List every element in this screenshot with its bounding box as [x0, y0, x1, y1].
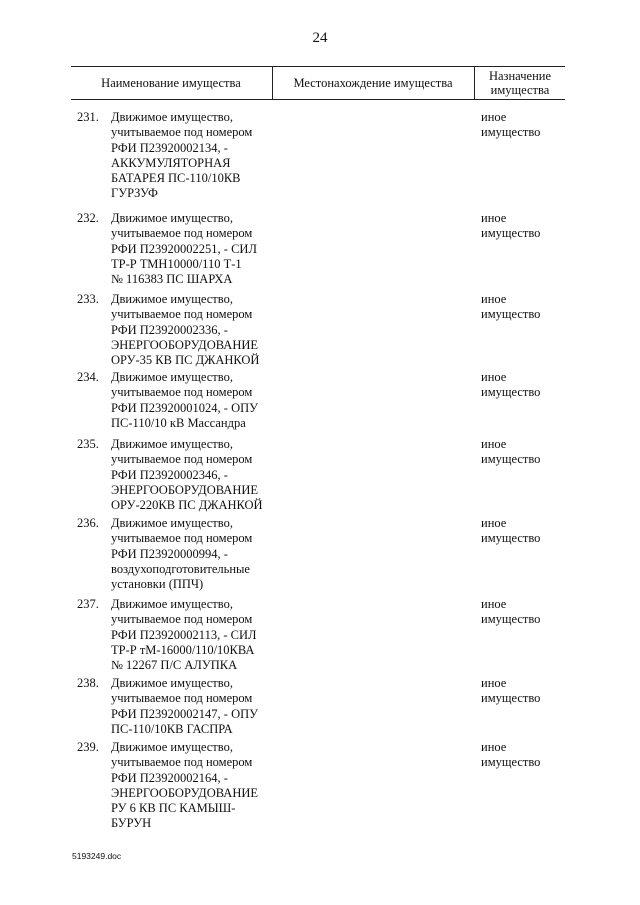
property-name-line: воздухоподготовительные	[111, 561, 250, 576]
property-name-line: ОРУ-220КВ ПС ДЖАНКОЙ	[111, 498, 263, 513]
header-bottom-rule	[71, 99, 565, 100]
table-row	[0, 110, 640, 211]
header-name-label: Наименование имущества	[101, 75, 241, 90]
table-body	[0, 110, 640, 836]
table-row	[0, 370, 640, 437]
property-name	[111, 597, 279, 673]
property-name-line: РФИ П23920000994, -	[111, 546, 228, 561]
property-purpose	[481, 676, 561, 707]
property-name-line: РФИ П23920002134, -	[111, 140, 228, 155]
row-number: 237.	[77, 597, 99, 611]
property-purpose	[481, 597, 561, 628]
property-name-line: ЭНЕРГООБОРУДОВАНИЕ	[111, 337, 259, 352]
property-name-line: учитываемое под номером	[111, 307, 253, 322]
property-name	[111, 110, 279, 202]
property-name-line: Движимое имущество,	[111, 437, 233, 451]
property-name-line: РФИ П23920002336, -	[111, 322, 228, 337]
property-name-line: ЭНЕРГООБОРУДОВАНИЕ	[111, 785, 259, 800]
header-location-label: Местонахождение имущества	[293, 75, 453, 90]
property-purpose-line: иное	[481, 110, 507, 124]
property-name-line: № 12267 П/С АЛУПКА	[111, 658, 238, 673]
property-purpose	[481, 437, 561, 468]
property-name-line: Движимое имущество,	[111, 516, 233, 530]
row-number: 233.	[77, 292, 99, 306]
property-name-line: учитываемое под номером	[111, 755, 253, 770]
property-purpose-line: имущество	[481, 307, 541, 322]
property-name-line: РФИ П23920001024, - ОПУ	[111, 400, 258, 415]
table-row	[0, 211, 640, 292]
row-number: 234.	[77, 370, 99, 384]
table-row	[0, 516, 640, 597]
property-name	[111, 370, 279, 431]
row-number: 238.	[77, 676, 99, 690]
property-name-line: учитываемое под номером	[111, 452, 253, 467]
property-name-line: ТР-Р тМ-16000/110/10КВА	[111, 642, 255, 657]
property-name-line: БАТАРЕЯ ПС-110/10КВ	[111, 171, 241, 186]
property-name-line: РУ 6 КВ ПС КАМЫШ-	[111, 801, 236, 816]
property-purpose-line: имущество	[481, 531, 541, 546]
property-name-line: учитываемое под номером	[111, 691, 253, 706]
property-purpose-line: имущество	[481, 691, 541, 706]
property-name-line: РФИ П23920002164, -	[111, 770, 228, 785]
property-name	[111, 292, 279, 368]
property-name-line: Движимое имущество,	[111, 676, 233, 690]
property-name-line: ПС-110/10КВ ГАСПРА	[111, 721, 233, 736]
property-purpose-line: имущество	[481, 125, 541, 140]
property-name-line: Движимое имущество,	[111, 740, 233, 754]
property-name-line: РФИ П23920002147, - ОПУ	[111, 706, 258, 721]
property-name-line: Движимое имущество,	[111, 292, 233, 306]
property-purpose-line: имущество	[481, 226, 541, 241]
row-number: 232.	[77, 211, 99, 225]
property-name-line: учитываемое под номером	[111, 531, 253, 546]
property-name-line: Движимое имущество,	[111, 370, 233, 384]
property-name-line: Движимое имущество,	[111, 211, 233, 225]
property-name-line: ГУРЗУФ	[111, 186, 158, 201]
property-purpose-line: имущество	[481, 385, 541, 400]
property-purpose-line: иное	[481, 292, 507, 306]
table-row	[0, 597, 640, 676]
property-name-line: ЭНЕРГООБОРУДОВАНИЕ	[111, 482, 259, 497]
property-purpose-line: иное	[481, 437, 507, 451]
property-name	[111, 676, 279, 737]
property-name-line: ТР-Р ТМН10000/110 Т-1	[111, 256, 242, 271]
property-name	[111, 211, 279, 287]
property-purpose	[481, 370, 561, 401]
property-name-line: РФИ П23920002346, -	[111, 467, 228, 482]
property-name-line: учитываемое под номером	[111, 226, 253, 241]
property-name-line: Движимое имущество,	[111, 110, 233, 124]
property-name-line: учитываемое под номером	[111, 612, 253, 627]
property-purpose-line: имущество	[481, 612, 541, 627]
property-name-line: РФИ П23920002113, - СИЛ	[111, 627, 257, 642]
property-name-line: АККУМУЛЯТОРНАЯ	[111, 155, 231, 170]
property-purpose-line: иное	[481, 740, 507, 754]
row-number: 239.	[77, 740, 99, 754]
property-purpose-line: иное	[481, 370, 507, 384]
property-purpose	[481, 110, 561, 141]
header-location	[273, 66, 473, 99]
table-row	[0, 740, 640, 836]
property-name-line: Движимое имущество,	[111, 597, 233, 611]
property-purpose-line: иное	[481, 676, 507, 690]
table-row	[0, 437, 640, 516]
property-purpose-line: имущество	[481, 452, 541, 467]
property-purpose	[481, 211, 561, 242]
property-purpose	[481, 516, 561, 547]
property-name-line: РФИ П23920002251, - СИЛ	[111, 241, 257, 256]
property-name-line: ПС-110/10 кВ Массандра	[111, 415, 246, 430]
document-code: 5193249.doc	[72, 851, 122, 861]
page-number: 24	[312, 30, 328, 46]
header-purpose	[475, 66, 565, 99]
row-number: 236.	[77, 516, 99, 530]
header-name	[71, 66, 271, 99]
property-name	[111, 516, 279, 592]
header-purpose-label-2: имущества	[490, 82, 550, 97]
header-purpose-label-1: Назначение	[488, 68, 551, 83]
property-name-line: БУРУН	[111, 816, 152, 831]
property-purpose-line: имущество	[481, 755, 541, 770]
property-purpose-line: иное	[481, 516, 507, 530]
table-row	[0, 292, 640, 370]
property-name-line: № 116383 ПС ШАРХА	[111, 272, 233, 287]
property-purpose-line: иное	[481, 211, 507, 225]
table-row	[0, 676, 640, 740]
property-name-line: учитываемое под номером	[111, 385, 253, 400]
property-name	[111, 740, 279, 832]
row-number: 231.	[77, 110, 99, 124]
property-purpose	[481, 292, 561, 323]
property-name-line: ОРУ-35 КВ ПС ДЖАНКОЙ	[111, 353, 260, 368]
property-purpose	[481, 740, 561, 771]
property-name-line: учитываемое под номером	[111, 125, 253, 140]
property-name-line: установки (ППЧ)	[111, 577, 204, 592]
row-number: 235.	[77, 437, 99, 451]
property-name	[111, 437, 279, 513]
property-purpose-line: иное	[481, 597, 507, 611]
